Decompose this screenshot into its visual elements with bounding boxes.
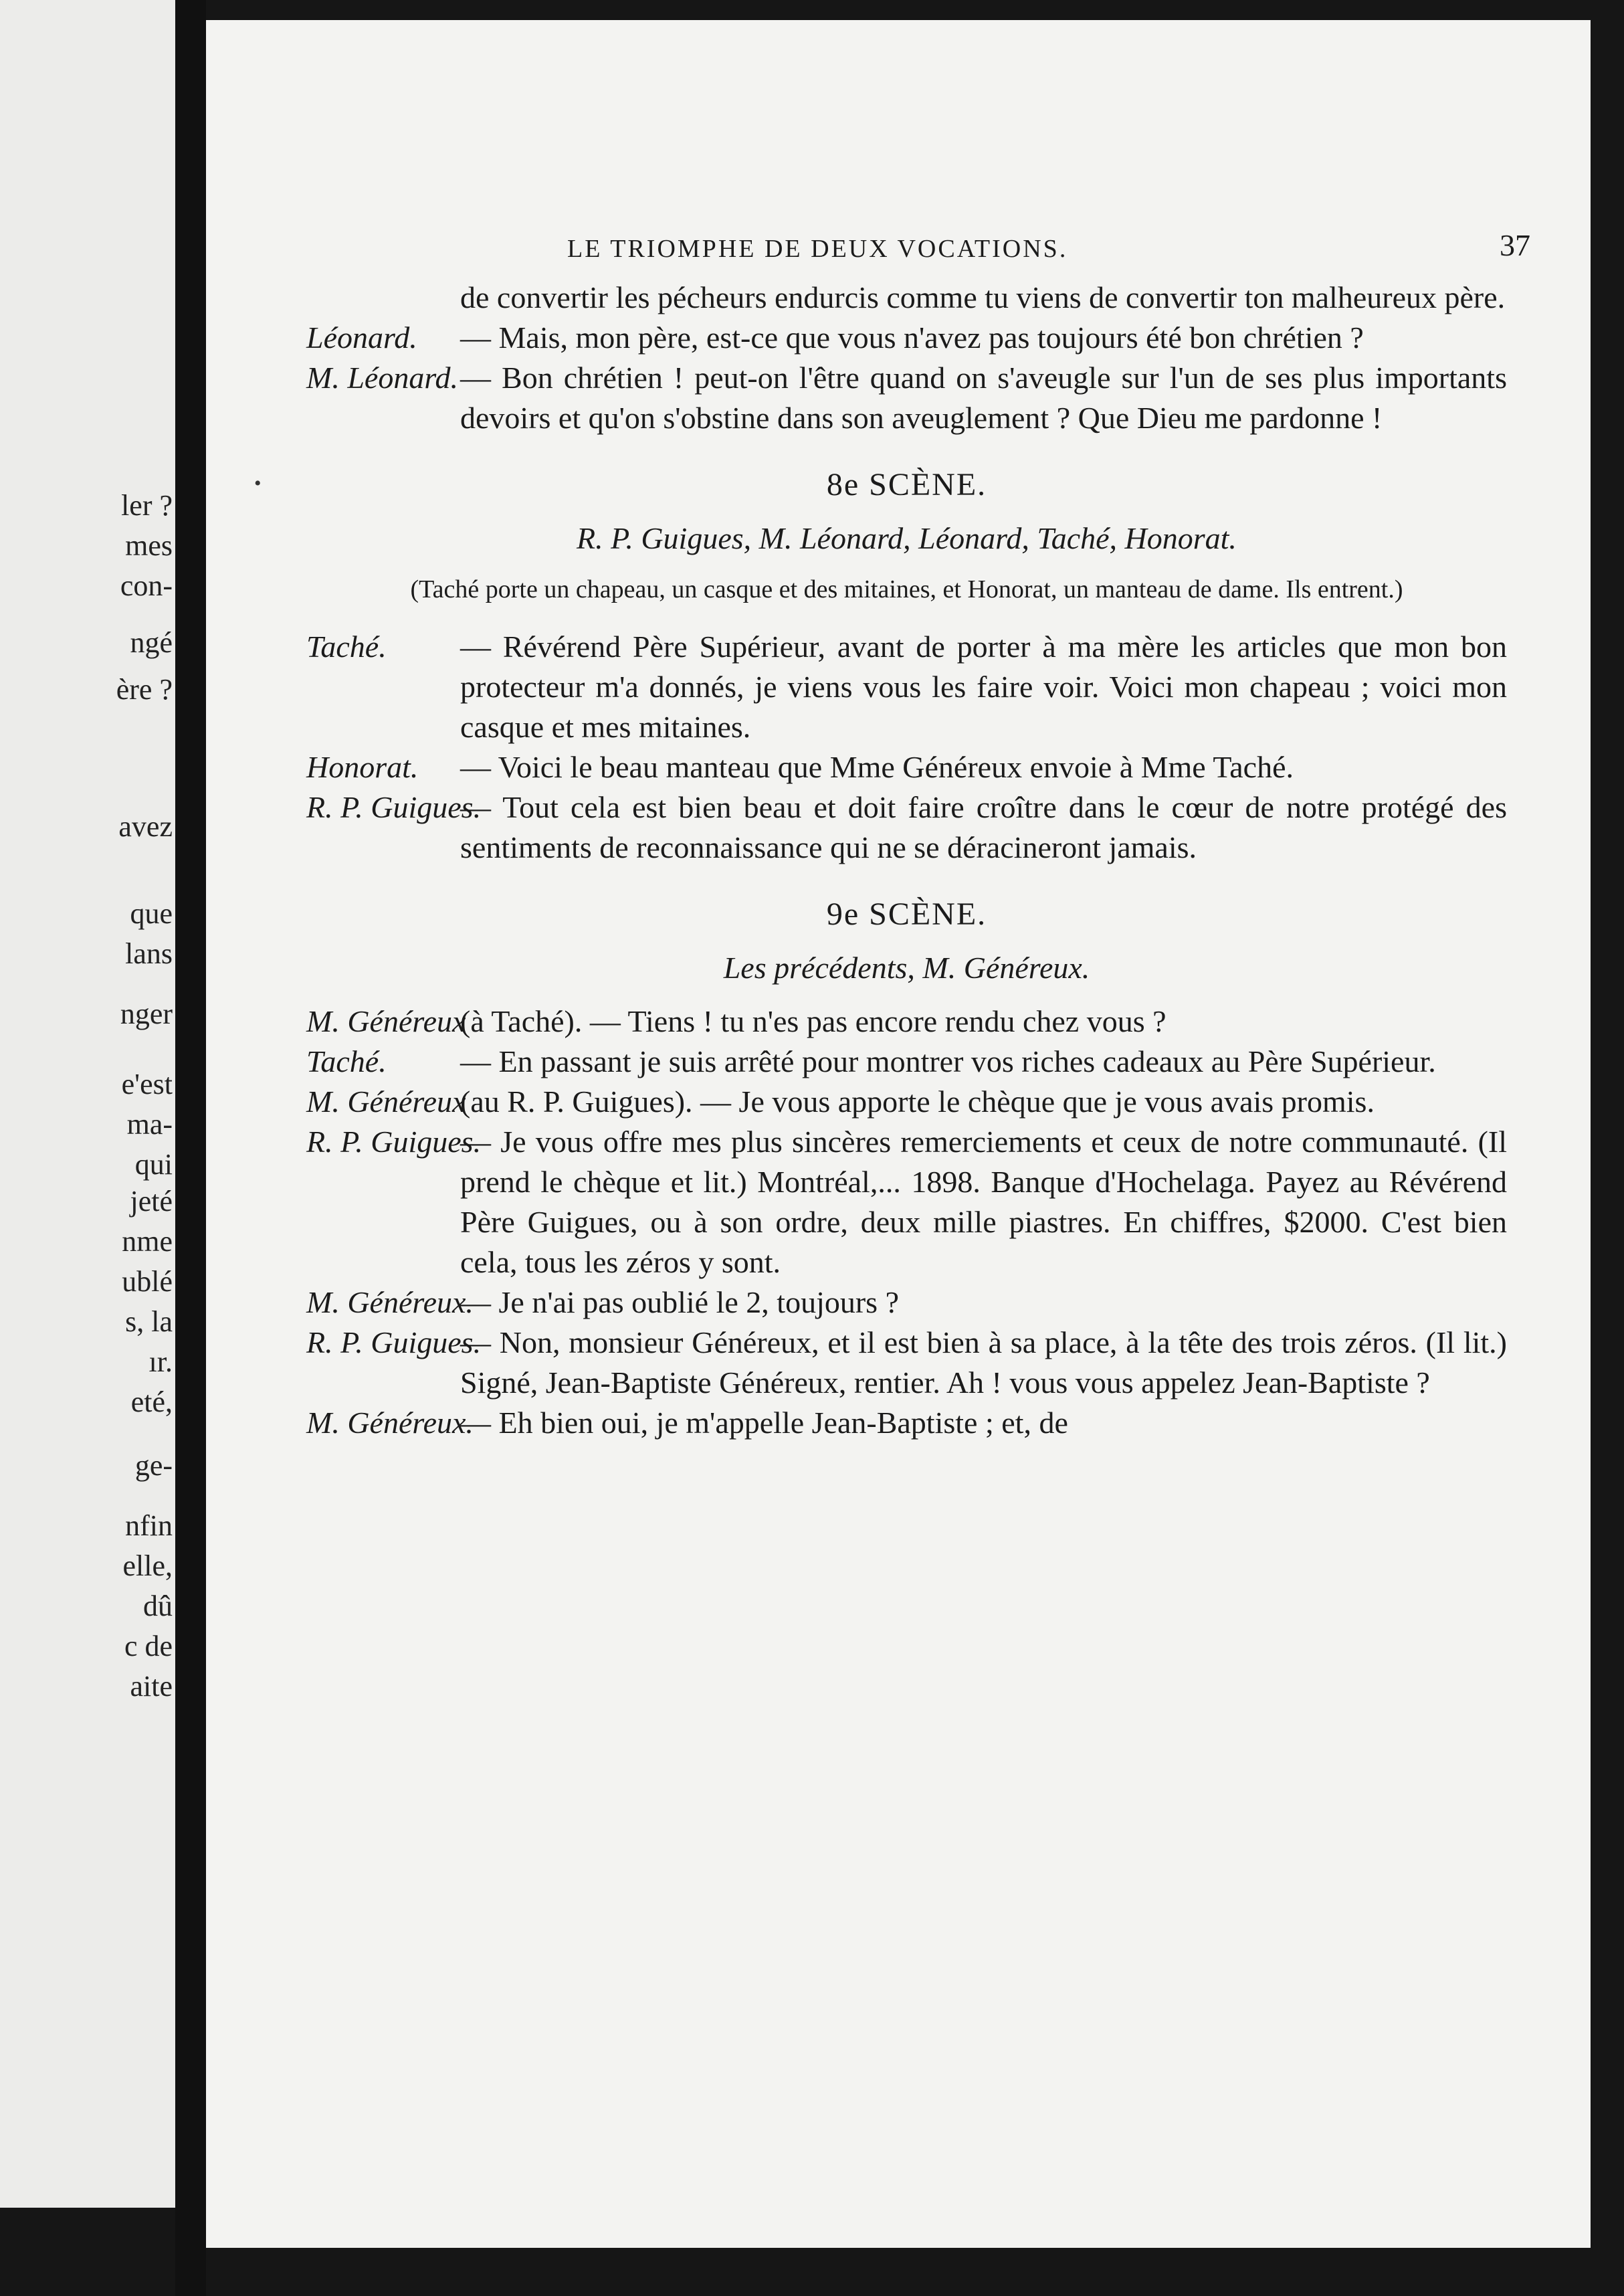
- left-page-text-fragment: nfin: [125, 1509, 173, 1542]
- left-page-text-fragment: eté,: [130, 1385, 173, 1418]
- speaker-name: M. Généreux.: [306, 1406, 474, 1440]
- speaker-name: M. Généreux.: [306, 1285, 474, 1319]
- dialogue-text: — Je vous offre mes plus sincères remerciements et ceux de notre communauté. (Il prend le chèque et lit.) Montréal,... 1898. Banque d'Hochelaga. Payez au Révérend Père Guigues, ou à son ordre, deux mille piastres. En chiffres, $2000. C'est bien cela, tous les zéros y sont.: [460, 1125, 1507, 1279]
- margin-mark: •: [254, 472, 262, 494]
- dialogue-text: — Mais, mon père, est-ce que vous n'avez pas toujours été bon chrétien ?: [460, 320, 1364, 355]
- dialogue-line: [306, 1042, 1507, 1082]
- left-page-text-fragment: lans: [125, 937, 173, 970]
- scene-heading: 8e SCÈNE.: [826, 467, 987, 502]
- dialogue-line: [306, 747, 1507, 787]
- dialogue-line: [306, 1323, 1507, 1403]
- speaker-name: M. Généreux: [306, 1084, 466, 1119]
- stage-direction: (Taché porte un chapeau, un casque et des mitaines, et Honorat, un manteau de dame. Ils entrent.): [410, 575, 1403, 603]
- dialogue-line: [306, 787, 1507, 868]
- dialogue-text: (à Taché). — Tiens ! tu n'es pas encore rendu chez vous ?: [460, 1004, 1166, 1038]
- dialogue-text: — Je n'ai pas oublié le 2, toujours ?: [460, 1285, 899, 1319]
- left-page-text-fragment: que: [130, 897, 173, 930]
- cast-list: Les précédents, M. Généreux.: [723, 951, 1090, 985]
- dialogue-text: — Eh bien oui, je m'appelle Jean-Baptiste ; et, de: [460, 1406, 1068, 1440]
- dialogue-text: (au R. P. Guigues). — Je vous apporte le chèque que je vous avais promis.: [460, 1084, 1375, 1119]
- left-page-fragment: [0, 0, 175, 2208]
- left-page-text-fragment: nger: [120, 997, 173, 1030]
- speaker-name: M. Léonard.: [306, 361, 459, 395]
- page-body: [306, 278, 1507, 1443]
- speaker-name: Taché.: [306, 630, 387, 664]
- left-page-text-fragment: mes: [125, 529, 173, 562]
- left-page-text-fragment: jeté: [130, 1185, 173, 1218]
- speaker-name: R. P. Guigues.: [306, 1325, 482, 1359]
- book-page: [206, 20, 1591, 2248]
- dialogue-text: — Non, monsieur Généreux, et il est bien à sa place, à la tête des trois zéros. (Il lit.) Signé, Jean-Baptiste Généreux, rentier. Ah ! vous vous appelez Jean-Baptiste ?: [460, 1325, 1507, 1400]
- speaker-name: Honorat.: [306, 750, 419, 784]
- dialogue-line: [306, 1082, 1507, 1122]
- left-page-text-fragment: ır.: [148, 1345, 173, 1378]
- speaker-name: R. P. Guigues.: [306, 1125, 482, 1159]
- left-page-text-fragment: con-: [120, 569, 173, 602]
- left-page-text-fragment: aite: [130, 1670, 173, 1703]
- running-title: LE TRIOMPHE DE DEUX VOCATIONS.: [567, 235, 1068, 263]
- speaker-name: Léonard.: [306, 320, 417, 355]
- left-page-text-fragment: s, la: [125, 1305, 173, 1338]
- dialogue-text: — Révérend Père Supérieur, avant de porter à ma mère les articles que mon bon protecteur m'a donnés, je viens vous les faire voir. Voici mon chapeau ; voici mon casque et mes mitaines.: [460, 630, 1507, 744]
- cast-list: R. P. Guigues, M. Léonard, Léonard, Taché, Honorat.: [577, 521, 1237, 555]
- dialogue-line: [306, 1122, 1507, 1282]
- left-page-text-fragment: ère ?: [116, 673, 173, 706]
- continued-text: de convertir les pécheurs endurcis comme tu viens de convertir ton malheureux père.: [460, 280, 1506, 314]
- dialogue-line: [306, 627, 1507, 747]
- left-page-text-fragment: avez: [118, 810, 173, 843]
- running-header: [567, 227, 1530, 268]
- book-spine: [175, 0, 206, 2296]
- left-page-text-fragment: ublé: [122, 1265, 173, 1298]
- left-page-text-fragment: qui: [134, 1148, 173, 1181]
- left-page-text-fragment: nme: [122, 1225, 173, 1258]
- dialogue-line: [306, 1001, 1507, 1042]
- scene-heading: 9e SCÈNE.: [826, 896, 987, 932]
- dialogue-text: — En passant je suis arrêté pour montrer vos riches cadeaux au Père Supérieur.: [460, 1044, 1436, 1078]
- dialogue-line: [306, 318, 1507, 358]
- dialogue-line: [306, 358, 1507, 438]
- page-number: 37: [1500, 228, 1530, 262]
- speaker-name: Taché.: [306, 1044, 387, 1078]
- dialogue-text: — Voici le beau manteau que Mme Généreux envoie à Mme Taché.: [460, 750, 1294, 784]
- left-page-text-fragment: elle,: [122, 1549, 173, 1582]
- speaker-name: M. Généreux: [306, 1004, 466, 1038]
- dialogue-text: — Tout cela est bien beau et doit faire croître dans le cœur de notre protégé des sentiments de reconnaissance qui ne se déracineront jamais.: [460, 790, 1507, 864]
- dialogue-text: — Bon chrétien ! peut-on l'être quand on s'aveugle sur l'un de ses plus importants devoirs et qu'on s'obstine dans son aveuglement ? Que Dieu me pardonne !: [460, 361, 1507, 435]
- left-page-text-fragment: e'est: [121, 1068, 173, 1101]
- left-page-text-fragment: ma-: [126, 1108, 173, 1141]
- dialogue-line: [306, 1403, 1507, 1443]
- left-page-text-fragment: c de: [124, 1630, 173, 1662]
- left-page-text-fragment: ler ?: [121, 489, 173, 522]
- dialogue-line: [306, 1282, 1507, 1323]
- left-page-text-fragment: ge-: [134, 1449, 173, 1482]
- speaker-name: R. P. Guigues.: [306, 790, 482, 824]
- left-page-text-fragment: ngé: [130, 626, 173, 659]
- left-page-text-fragment: dû: [143, 1590, 173, 1622]
